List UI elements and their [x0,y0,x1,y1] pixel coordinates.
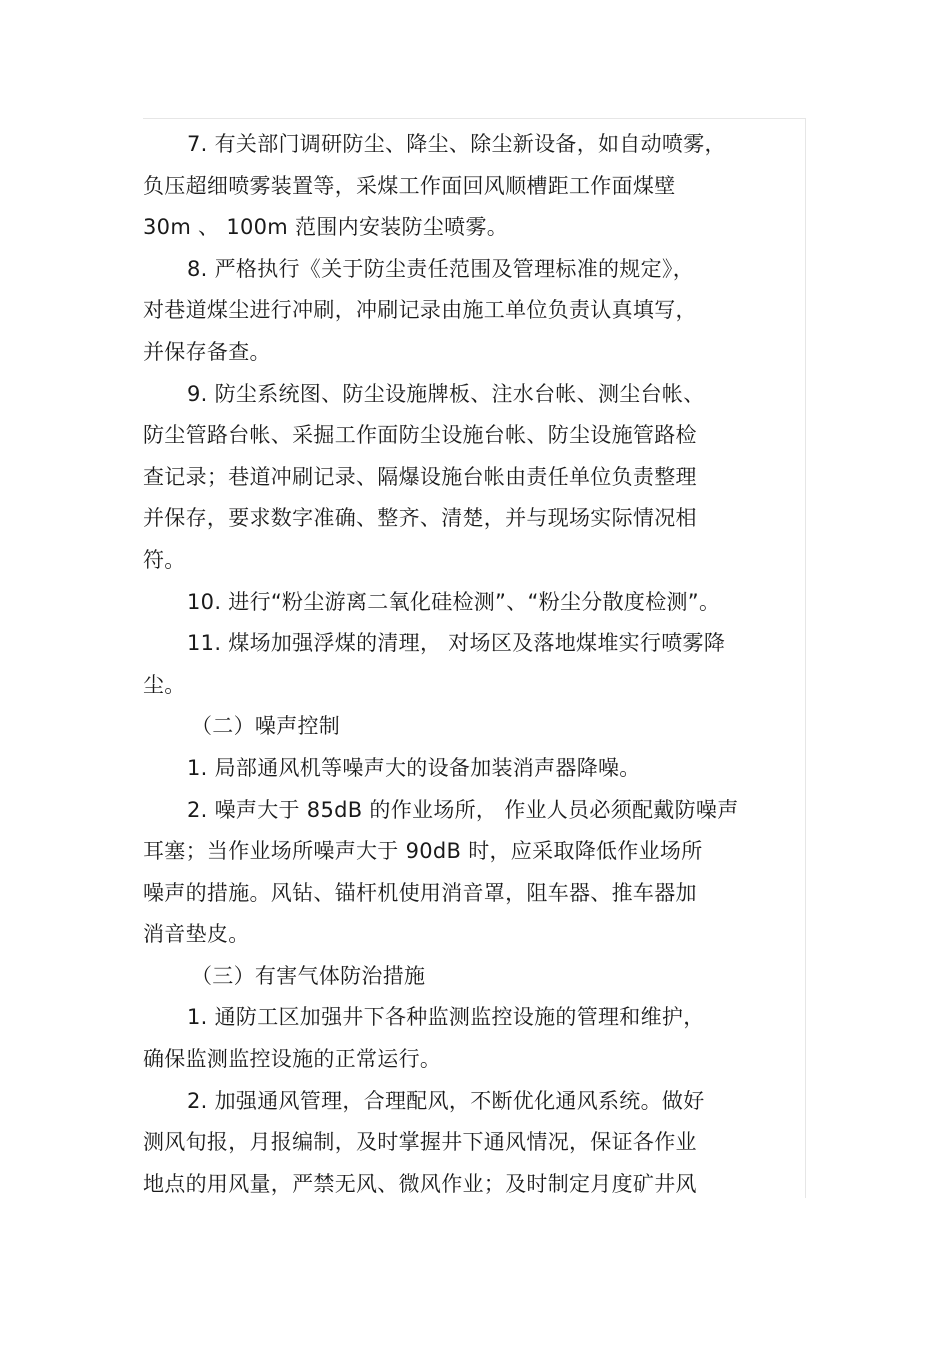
paragraph-line: 9. 防尘系统图、防尘设施牌板、注水台帐、测尘台帐、 [187,381,705,406]
paragraph-line: 2. 噪声大于 85dB 的作业场所， 作业人员必须配戴防噪声 [187,797,739,822]
paragraph-line: 符。 [143,547,186,572]
paragraph-line: 1. 局部通风机等噪声大的设备加装消声器降噪。 [187,755,641,780]
paragraph-line: 地点的用风量，严禁无风、微风作业；及时制定月度矿井风 [143,1171,697,1196]
paragraph-line: 负压超细喷雾装置等，采煤工作面回风顺槽距工作面煤壁 [143,173,676,198]
paragraph-line: 防尘管路台帐、采掘工作面防尘设施台帐、防尘设施管路检 [143,423,697,448]
paragraph-line: 确保监测监控设施的正常运行。 [143,1047,442,1072]
document-body [143,124,803,1205]
paragraph-line: 2. 加强通风管理，合理配风，不断优化通风系统。做好 [187,1088,705,1113]
paragraph-line: 11. 煤场加强浮煤的清理， 对场区及落地煤堆实行喷雾降 [187,631,726,656]
paragraph-line: 对巷道煤尘进行冲刷，冲刷记录由施工单位负责认真填写， [143,298,697,323]
paragraph-line: 查记录；巷道冲刷记录、隔爆设施台帐由责任单位负责整理 [143,464,697,489]
paragraph-line: 耳塞；当作业场所噪声大于 90dB 时，应采取降低作业场所 [143,839,703,864]
paragraph-line: 并保存备查。 [143,339,271,364]
paragraph-line: 10. 进行“粉尘游离二氧化硅检测”、“粉尘分散度检测”。 [187,589,721,614]
paragraph-line: 7. 有关部门调研防尘、降尘、除尘新设备，如自动喷雾， [187,132,726,156]
section-heading-gas: （三）有害气体防治措施 [191,963,426,988]
section-heading-noise: （二）噪声控制 [191,714,341,739]
paragraph-line: 尘。 [143,672,186,697]
paragraph-line: 1. 通防工区加强井下各种监测监控设施的管理和维护， [187,1005,705,1030]
paragraph-line: 噪声的措施。风钻、锚杆机使用消音罩，阻车器、推车器加 [143,880,697,905]
paragraph-line: 消音垫皮。 [143,922,250,947]
paragraph-line: 30m 、 100m 范围内安装防尘喷雾。 [143,215,509,240]
paragraph-line: 并保存，要求数字准确、整齐、清楚，并与现场实际情况相 [143,506,697,531]
paragraph-line: 8. 严格执行《关于防尘责任范围及管理标准的规定》， [187,256,695,281]
paragraph-line: 测风旬报，月报编制，及时掌握井下通风情况，保证各作业 [143,1130,697,1155]
